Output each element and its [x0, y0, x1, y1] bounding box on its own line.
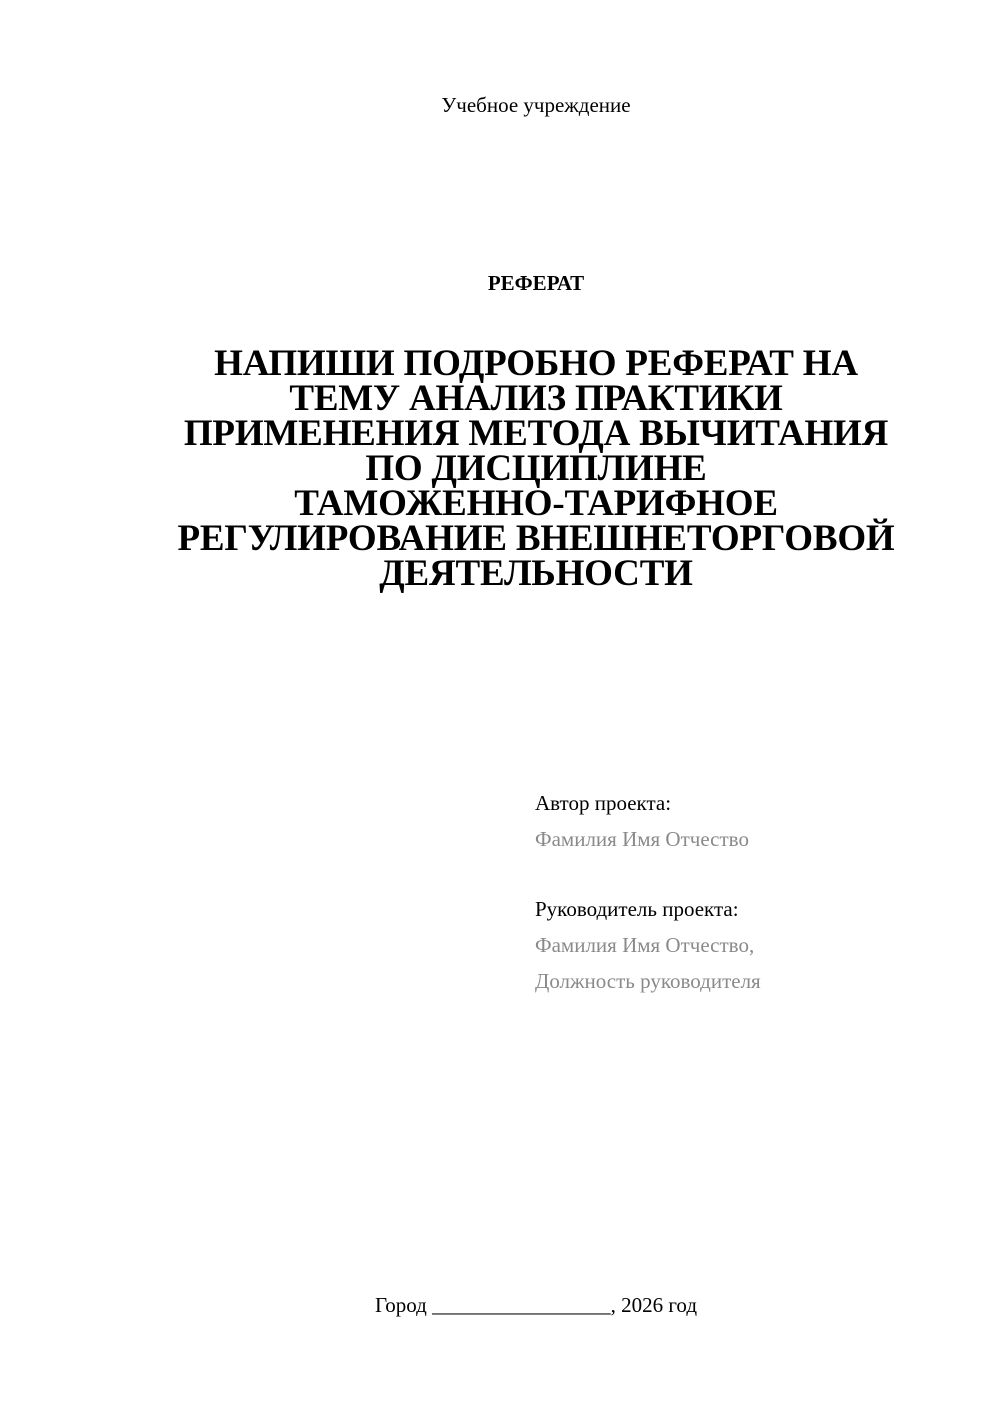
supervisor-label: Руководитель проекта:	[535, 897, 739, 921]
document-type: РЕФЕРАТ	[487, 271, 585, 295]
title-line: ТАМОЖЕННО-ТАРИФНОЕ	[294, 483, 778, 524]
title-line: НАПИШИ ПОДРОБНО РЕФЕРАТ НА	[214, 343, 858, 384]
document-title	[150, 343, 922, 594]
institution-name: Учебное учреждение	[441, 93, 631, 117]
author-block	[535, 790, 975, 852]
title-line: ДЕЯТЕЛЬНОСТИ	[379, 553, 693, 594]
supervisor-block	[535, 896, 975, 994]
supervisor-name: Фамилия Имя Отчество,	[535, 933, 755, 957]
title-line: ПРИМЕНЕНИЯ МЕТОДА ВЫЧИТАНИЯ	[183, 413, 889, 454]
city-year-line: Город _________________, 2026 год	[374, 1293, 698, 1317]
title-line: ТЕМУ АНАЛИЗ ПРАКТИКИ	[289, 378, 783, 419]
author-label: Автор проекта:	[535, 791, 672, 815]
supervisor-position: Должность руководителя	[535, 969, 761, 993]
author-name: Фамилия Имя Отчество	[535, 827, 749, 851]
title-line: ПО ДИСЦИПЛИНЕ	[365, 448, 707, 489]
title-line: РЕГУЛИРОВАНИЕ ВНЕШНЕТОРГОВОЙ	[177, 518, 895, 559]
